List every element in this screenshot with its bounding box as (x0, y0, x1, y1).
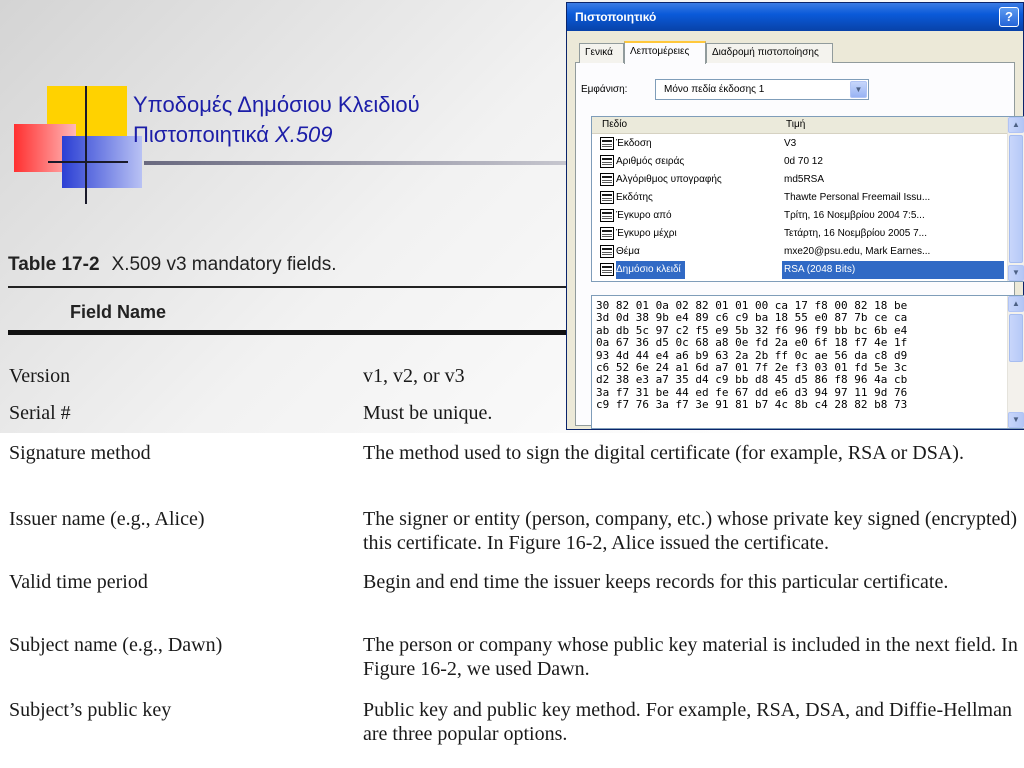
field-value: RSA (2048 Bits) (782, 261, 1004, 279)
table-header-rule (8, 330, 570, 335)
certificate-field-icon (600, 263, 614, 276)
field-list-item[interactable] (592, 261, 1008, 279)
table-field-description: Public key and public key method. For example, RSA, DSA, and Diffie-Hellman are three popular options. (363, 699, 1012, 745)
certificate-field-icon (600, 173, 614, 186)
logo-vertical-line (85, 86, 87, 204)
field-list-item[interactable] (592, 243, 1008, 261)
table-field-description: Must be unique. (363, 402, 493, 424)
slide-title-line1: Υποδομές Δημόσιου Κλειδιού (133, 92, 420, 117)
fields-list[interactable] (591, 116, 1024, 282)
field-name: Αριθμός σειράς (616, 156, 685, 167)
table-top-rule (8, 286, 570, 288)
certificate-field-icon (600, 245, 614, 258)
fields-list-scroll-thumb[interactable] (1009, 135, 1023, 263)
hex-line: d2 38 e3 a7 35 d4 c9 bb d8 45 d5 86 f8 96 4a cb (596, 373, 908, 387)
arrow-up-icon[interactable]: ▲ (1008, 117, 1024, 133)
table-field-description: The method used to sign the digital certificate (for example, RSA or DSA). (363, 442, 964, 464)
table-field-name: Subject’s public key (9, 699, 172, 721)
field-name: Θέμα (616, 246, 640, 257)
field-name: Έγκυρο μέχρι (616, 228, 677, 239)
title-divider (144, 161, 574, 165)
hex-line: ab db 5c 97 c2 f5 e9 5b 32 f6 96 f9 bb bc 6b e4 (596, 323, 908, 337)
field-list-item[interactable] (592, 153, 1008, 171)
show-select-value: Μόνο πεδία έκδοσης 1 (664, 84, 765, 95)
show-label: Εμφάνιση: (581, 84, 628, 95)
tab-general[interactable]: Γενικά (579, 43, 624, 63)
table-field-description: The person or company whose public key material is included in the next field. In Figure 16-2, we used Dawn. (363, 634, 1018, 680)
logo-horizontal-line (48, 161, 128, 163)
hex-line: 30 82 01 0a 02 82 01 01 00 ca 17 f8 00 82 18 be (596, 299, 908, 312)
table-field-description: v1, v2, or v3 (363, 365, 465, 387)
slide-title (133, 90, 420, 150)
table-field-name: Serial # (9, 402, 71, 424)
field-value: Τετάρτη, 16 Νοεμβρίου 2005 7... (784, 228, 927, 239)
certificate-field-icon (600, 227, 614, 240)
column-header-field[interactable]: Πεδίο (602, 119, 628, 130)
table-field-name: Version (9, 365, 71, 387)
field-name: Εκδότης (616, 192, 653, 203)
field-list-item[interactable] (592, 189, 1008, 207)
field-list-item[interactable] (592, 225, 1008, 243)
table-field-name: Subject name (e.g., Dawn) (9, 634, 223, 656)
certificate-dialog (566, 2, 1024, 430)
hex-scrollbar[interactable] (1007, 296, 1024, 428)
slide-title-italic: X.509 (275, 122, 333, 147)
field-value-hex-box[interactable] (591, 295, 1024, 429)
certificate-field-icon (600, 191, 614, 204)
certificate-field-icon (600, 137, 614, 150)
field-list-item[interactable] (592, 171, 1008, 189)
table-field-description: The signer or entity (person, company, etc.) whose private key signed (encrypted) this certificate. In Figure 16-2, Alice issued the certificate. (363, 508, 1018, 554)
hex-line: 0a 67 36 d5 0c 68 a8 0e fd 2a e0 6f 18 f7 4e 1f (596, 336, 908, 350)
hex-line: c6 52 6e 24 a1 6d a7 01 7f 2e f3 03 01 fd 5e 3c (596, 361, 908, 374)
column-header-value[interactable]: Τιμή (786, 119, 806, 130)
table-field-description: Begin and end time the issuer keeps records for this particular certificate. (363, 571, 949, 593)
field-value: md5RSA (784, 174, 825, 185)
field-value: 0d 70 12 (784, 156, 823, 167)
table-caption-number: Table 17-2 (8, 254, 100, 275)
arrow-up-icon[interactable]: ▲ (1008, 296, 1024, 312)
chevron-down-icon[interactable]: ▼ (850, 81, 867, 98)
dialog-title: Πιστοποιητικό (575, 10, 657, 24)
certificate-field-icon (600, 209, 614, 222)
tab-certification-path[interactable]: Διαδρομή πιστοποίησης (706, 43, 833, 63)
hex-line: 3a f7 31 be 44 ed fe 67 dd e6 d3 94 97 11 9d 76 (596, 385, 908, 399)
hex-line: c9 f7 76 3a f7 3e 91 81 b7 4c 8b c4 28 82 b8 73 (596, 398, 908, 412)
help-button[interactable]: ? (999, 7, 1019, 27)
table-column-header: Field Name (70, 302, 167, 322)
hex-scroll-thumb[interactable] (1009, 314, 1023, 362)
field-value: Thawte Personal Freemail Issu... (784, 192, 931, 203)
slide-title-line2 (133, 120, 420, 150)
field-value: mxe20@psu.edu, Mark Earnes... (784, 246, 931, 257)
table-field-name: Valid time period (9, 571, 148, 593)
field-name: Έκδοση (616, 138, 652, 149)
field-name: Δημόσιο κλειδί (616, 261, 685, 279)
fields-list-header (592, 117, 1024, 134)
table-caption (8, 254, 337, 276)
field-name: Αλγόριθμος υπογραφής (616, 174, 722, 185)
hex-line: 93 4d 44 e4 a6 b9 63 2a 2b ff 0c ae 56 da c8 d9 (596, 348, 908, 362)
slide-logo (0, 0, 150, 210)
field-value: V3 (784, 138, 797, 149)
dialog-titlebar[interactable] (567, 3, 1023, 31)
field-name: Έγκυρο από (616, 210, 672, 221)
certificate-field-icon (600, 155, 614, 168)
table-field-name: Signature method (9, 442, 151, 464)
arrow-down-icon[interactable]: ▼ (1008, 265, 1024, 281)
field-list-item[interactable] (592, 135, 1008, 153)
hex-line: 3d 0d 38 9b e4 89 c6 c9 ba 18 55 e0 87 7b ce ca (596, 311, 908, 325)
arrow-down-icon[interactable]: ▼ (1008, 412, 1024, 428)
slide-title-prefix: Πιστοποιητικά (133, 122, 276, 147)
tab-details[interactable]: Λεπτομέρειες (624, 41, 706, 64)
field-list-item[interactable] (592, 207, 1008, 225)
table-caption-text: X.509 v3 mandatory fields. (111, 254, 337, 275)
fields-list-scrollbar[interactable] (1007, 117, 1024, 281)
show-select[interactable] (655, 79, 869, 100)
table-field-name: Issuer name (e.g., Alice) (9, 508, 205, 530)
field-value: Τρίτη, 16 Νοεμβρίου 2004 7:5... (784, 210, 925, 221)
